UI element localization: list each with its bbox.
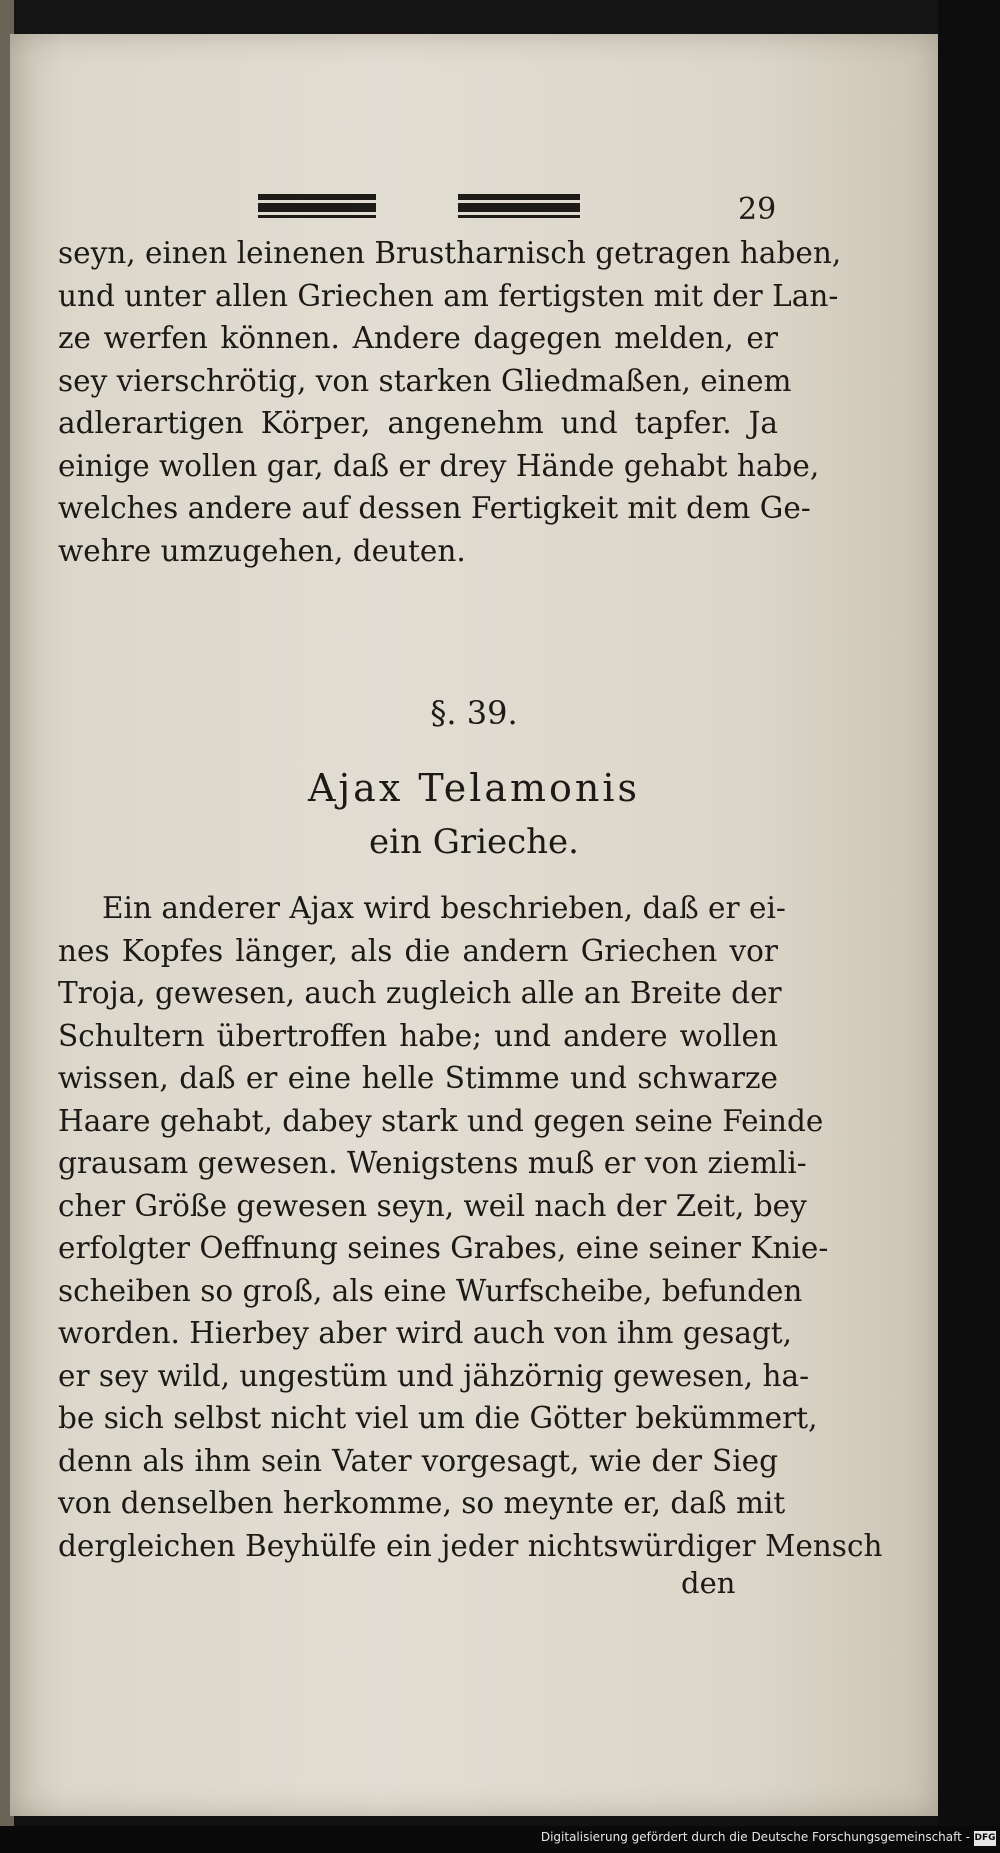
book-page <box>10 34 938 1816</box>
catchword: den <box>681 1566 736 1600</box>
paragraph-1 <box>58 232 842 572</box>
footer-credit: Digitalisierung gefördert durch die Deutsche Forschungsgemeinschaft - <box>540 1830 970 1844</box>
text-line: worden. Hierbey aber wird auch von ihm gesagt, <box>58 1316 793 1350</box>
section-heading-subtitle: ein Grieche. <box>369 822 579 862</box>
text-line: und unter allen Griechen am fertigsten mit der Lan- <box>58 278 839 313</box>
text-line: denn als ihm sein Vater vorgesagt, wie der Sieg <box>58 1443 778 1478</box>
text-line: von denselben herkomme, so meynte er, daß mit <box>58 1486 786 1520</box>
text-line: dergleichen Beyhülfe ein jeder nichtswürdiger Mensch <box>58 1528 883 1563</box>
text-line: grausam gewesen. Wenigstens muß er von ziemli- <box>58 1146 807 1180</box>
dfg-logo-icon: DFG <box>974 1831 996 1846</box>
text-line: einige wollen gar, daß er drey Hände gehabt habe, <box>58 448 820 483</box>
footer-bar <box>0 1826 1000 1853</box>
section-number: §. 39. <box>430 694 518 732</box>
text-line: Haare gehabt, dabey stark und gegen seine Feinde <box>58 1103 824 1138</box>
text-line: erfolgter Oeffnung seines Grabes, eine seiner Knie- <box>58 1231 829 1265</box>
text-line: welches andere auf dessen Fertigkeit mit dem Ge- <box>58 491 811 525</box>
text-line: wissen, daß er eine helle Stimme und schwarze <box>58 1061 778 1095</box>
header-ornament-left <box>258 194 376 220</box>
header-ornament-right <box>458 194 580 220</box>
text-line: Schultern übertroffen habe; und andere wollen <box>58 1018 778 1053</box>
text-line: Troja, gewesen, auch zugleich alle an Breite der <box>58 976 782 1010</box>
section-heading-title: Ajax Telamonis <box>307 766 641 810</box>
paragraph-2 <box>58 887 883 1567</box>
text-line: wehre umzugehen, deuten. <box>58 533 466 568</box>
text-line: Ein anderer Ajax wird beschrieben, daß er ei- <box>102 891 786 925</box>
text-line: ze werfen können. Andere dagegen melden, er <box>58 321 778 355</box>
text-line: seyn, einen leinenen Brustharnisch getragen haben, <box>58 236 842 270</box>
text-line: sey vierschrötig, von starken Gliedmaßen, einem <box>58 363 792 398</box>
text-line: nes Kopfes länger, als die andern Griechen vor <box>58 933 778 968</box>
text-line: adlerartigen Körper, angenehm und tapfer. Ja <box>58 406 778 440</box>
scan-top-edge <box>0 0 1000 34</box>
text-line: cher Größe gewesen seyn, weil nach der Zeit, bey <box>58 1188 807 1223</box>
scan-right-background <box>938 0 1000 1853</box>
page-number: 29 <box>738 192 777 227</box>
text-line: scheiben so groß, als eine Wurfscheibe, befunden <box>58 1273 803 1308</box>
text-line: er sey wild, ungestüm und jähzörnig gewesen, ha- <box>58 1358 810 1393</box>
text-line: be sich selbst nicht viel um die Götter bekümmert, <box>58 1401 818 1435</box>
